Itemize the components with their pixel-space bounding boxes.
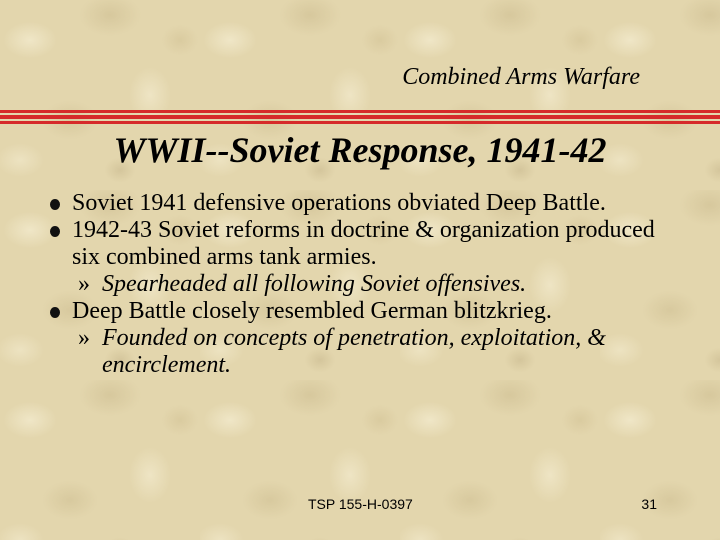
bullet-item [50,217,680,271]
footer-code: TSP 155-H-0397 [308,496,413,512]
bullet-item [50,298,680,325]
slide-title: WWII--Soviet Response, 1941-42 [113,130,607,170]
header-rule [0,110,720,126]
header-title: Combined Arms Warfare [402,64,640,90]
page-number: 31 [641,496,657,512]
bullet-dot-icon [50,307,60,318]
rule-line-bottom [0,121,720,124]
bullet-item [50,190,680,217]
bullet-text: Deep Battle closely resembled German blitzkrieg. [72,298,552,324]
bullet-dot-icon [50,199,60,210]
bullet-dot-icon [50,226,60,237]
sub-bullet-marker: » [78,325,90,351]
sub-bullet-text: Founded on concepts of penetration, exploitation, & encirclement. [102,325,606,378]
sub-bullet-item [50,325,680,379]
bullet-text: 1942-43 Soviet reforms in doctrine & organization produced six combined arms tank armies. [72,217,655,270]
sub-bullet-text: Spearheaded all following Soviet offensives. [102,271,527,297]
bullet-text: Soviet 1941 defensive operations obviated Deep Battle. [72,190,606,216]
sub-bullet-marker: » [78,271,90,297]
rule-line-middle [0,115,720,119]
sub-bullet-item [50,271,680,298]
bullet-list [50,190,680,379]
rule-line-top [0,110,720,113]
